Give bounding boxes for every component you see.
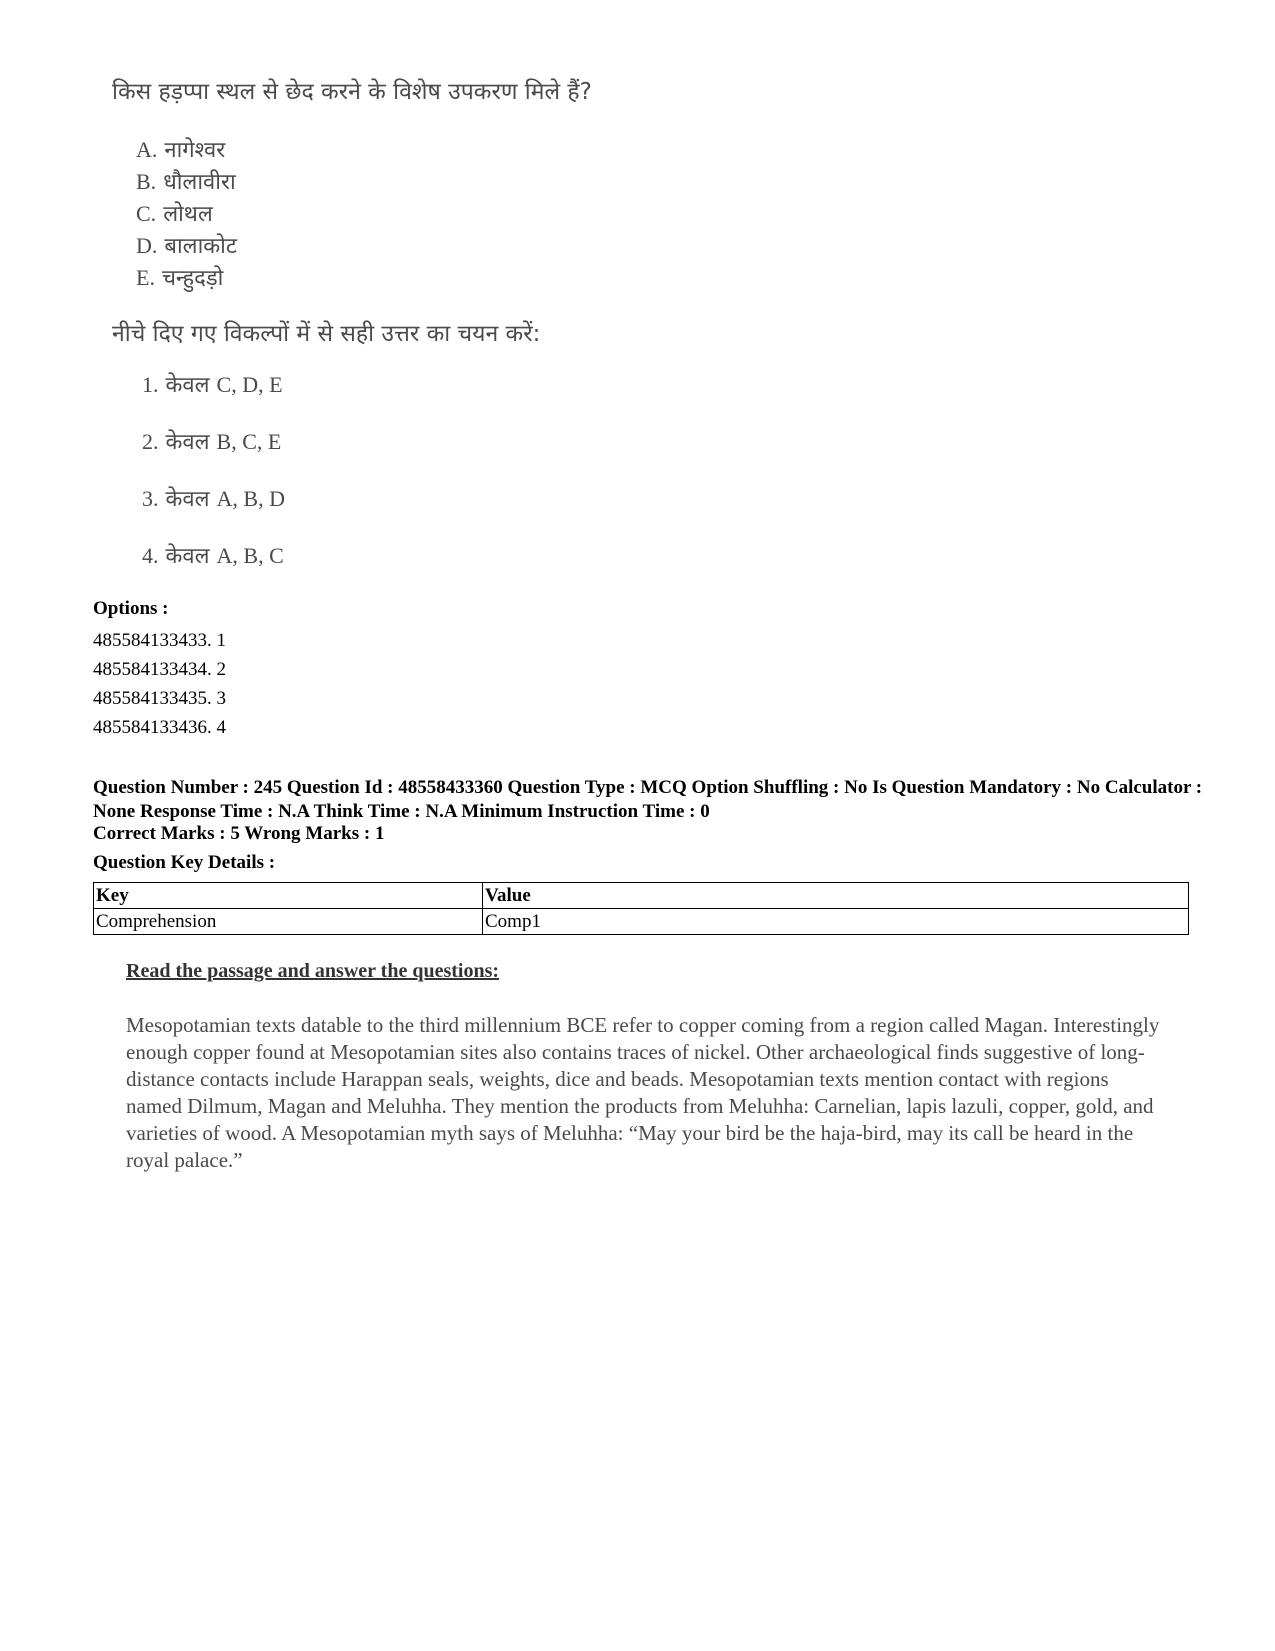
choice-letters: A, B, C — [216, 543, 284, 568]
choice-item — [142, 541, 285, 598]
table-cell-key: Comprehension — [94, 909, 483, 935]
statement-text: लोथल — [163, 202, 213, 227]
table-header-key: Key — [94, 883, 483, 909]
choice-list — [142, 370, 285, 598]
option-id-item: 485584133435. 3 — [93, 688, 226, 709]
option-id-list — [93, 626, 226, 742]
question-text: किस हड़प्पा स्थल से छेद करने के विशेष उपकरण मिले हैं? — [112, 79, 592, 105]
statement-list — [136, 134, 237, 294]
option-id-item: 485584133434. 2 — [93, 659, 226, 680]
choice-number: 4. — [142, 543, 159, 568]
statement-text: बालाकोट — [164, 234, 237, 259]
statement-letter: E. — [136, 265, 155, 290]
passage-heading: Read the passage and answer the questions: — [126, 960, 500, 982]
choice-number: 1. — [142, 372, 159, 397]
choice-word: केवल — [165, 373, 210, 398]
statement-text: धौलावीरा — [163, 170, 236, 195]
choice-word: केवल — [165, 430, 210, 455]
statement-item — [136, 134, 237, 166]
choice-number: 3. — [142, 486, 159, 511]
question-info-line: Question Number : 245 Question Id : 48558433360 Question Type : MCQ Option Shuffling : No Is Question Mandatory : No Calculator : None Response Time : N.A Think Time : N.A Minimum Instruction Time : 0 — [93, 777, 1203, 822]
option-id-item: 485584133436. 4 — [93, 717, 226, 738]
marks-line: Correct Marks : 5 Wrong Marks : 1 — [93, 823, 385, 844]
table-header-value: Value — [483, 883, 1189, 909]
choice-item — [142, 427, 285, 484]
instruction-text: नीचे दिए गए विकल्पों में से सही उत्तर का चयन करें: — [112, 321, 541, 347]
choice-letters: C, D, E — [216, 372, 283, 397]
table-cell-value: Comp1 — [483, 909, 1189, 935]
table-row — [94, 909, 1189, 935]
choice-number: 2. — [142, 429, 159, 454]
statement-letter: C. — [136, 201, 157, 226]
statement-item — [136, 166, 237, 198]
key-details-label: Question Key Details : — [93, 852, 276, 873]
statement-letter: A. — [136, 137, 158, 162]
choice-item — [142, 484, 285, 541]
statement-letter: B. — [136, 169, 157, 194]
statement-item — [136, 262, 237, 294]
statement-text: नागेश्वर — [164, 138, 226, 163]
passage-text: Mesopotamian texts datable to the third millennium BCE refer to copper coming from a region called Magan. Interestingly enough copper found at Mesopotamian sites also contains traces of nickel. Other archaeological finds suggestive of long-distance contacts include Harappan seals, weights, dice and beads. Mesopotamian texts mention contact with regions named Dilmum, Magan and Meluhha. They mention the products from Meluhha: Carnelian, lapis lazuli, copper, gold, and varieties of wood. A Mesopotamian myth says of Meluhha: “May your bird be the haja-bird, may its call be heard in the royal palace.” — [126, 1013, 1160, 1172]
key-details-table — [93, 882, 1189, 935]
choice-letters: A, B, D — [216, 486, 285, 511]
choice-word: केवल — [165, 544, 210, 569]
choice-word: केवल — [165, 487, 210, 512]
choice-letters: B, C, E — [216, 429, 282, 454]
statement-letter: D. — [136, 233, 158, 258]
statement-item — [136, 230, 237, 262]
option-id-item: 485584133433. 1 — [93, 630, 226, 651]
options-label: Options : — [93, 598, 169, 619]
choice-item — [142, 370, 285, 427]
statement-text: चन्हुदड़ो — [161, 266, 224, 291]
table-header-row — [94, 883, 1189, 909]
statement-item — [136, 198, 237, 230]
